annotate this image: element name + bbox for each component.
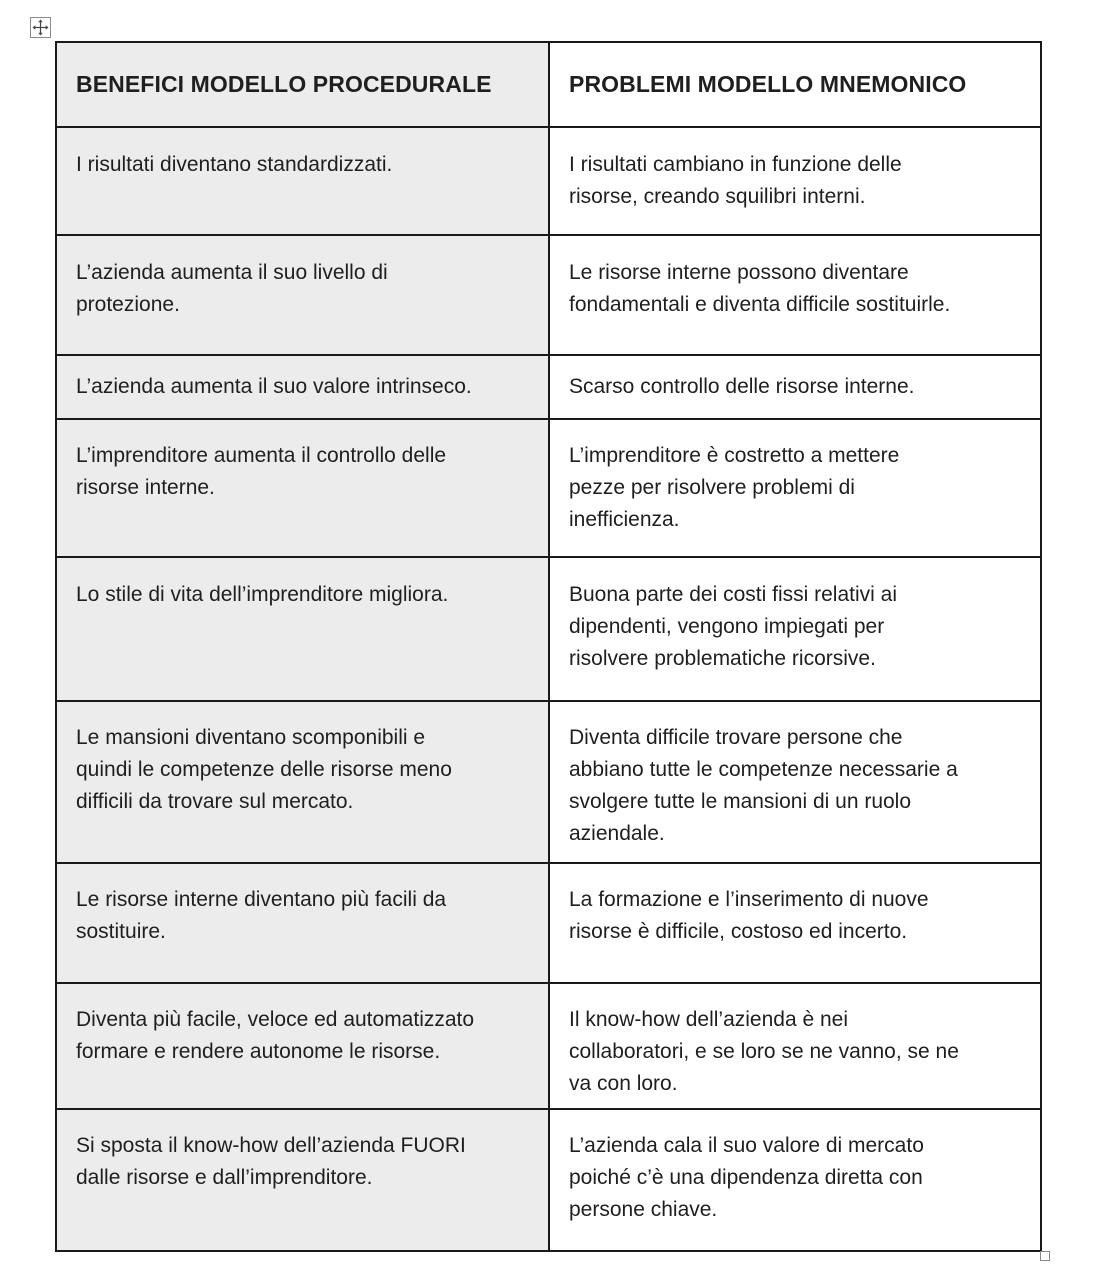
cell-text-line: dipendenti, vengono impiegati per (569, 615, 885, 638)
cell-text-line: collaboratori, e se loro se ne vanno, se ne (569, 1040, 959, 1063)
table-resize-handle[interactable] (1040, 1251, 1050, 1261)
cell-text-line: L’azienda aumenta il suo livello di (76, 261, 388, 284)
problem-cell[interactable] (549, 557, 1041, 701)
benefit-cell[interactable] (56, 127, 549, 235)
problem-cell[interactable] (549, 127, 1041, 235)
table-row (56, 127, 1041, 235)
cell-text-line: I risultati cambiano in funzione delle (569, 153, 902, 176)
cell-text-line: sostituire. (76, 920, 166, 943)
table-row (56, 235, 1041, 355)
header-benefici[interactable]: BENEFICI MODELLO PROCEDURALE (56, 42, 549, 127)
header-row (56, 42, 1041, 127)
table-row (56, 1109, 1041, 1251)
problem-cell[interactable] (549, 863, 1041, 983)
header-problemi[interactable]: PROBLEMI MODELLO MNEMONICO (549, 42, 1041, 127)
cell-text-line: risolvere problematiche ricorsive. (569, 647, 876, 670)
cell-text-line: va con loro. (569, 1072, 678, 1095)
table-move-handle[interactable] (30, 17, 51, 38)
benefit-cell[interactable] (56, 701, 549, 863)
cell-text-line: Diventa difficile trovare persone che (569, 726, 903, 749)
table-row (56, 701, 1041, 863)
cell-text-line: Le risorse interne diventano più facili da (76, 888, 447, 911)
table-row (56, 983, 1041, 1109)
benefit-cell[interactable] (56, 557, 549, 701)
benefit-cell[interactable] (56, 983, 549, 1109)
cell-text-line: pezze per risolvere problemi di (569, 476, 855, 499)
cell-text-line: Buona parte dei costi fissi relativi ai (569, 583, 897, 606)
cell-text-line: Le mansioni diventano scomponibili e (76, 726, 426, 749)
cell-text-line: risorse è difficile, costoso ed incerto. (569, 920, 908, 943)
cell-text-line: Il know-how dell’azienda è nei (569, 1008, 848, 1031)
cell-text-line: inefficienza. (569, 508, 680, 531)
cell-text-line: Scarso controllo delle risorse interne. (569, 375, 915, 398)
problem-cell[interactable] (549, 355, 1041, 419)
cell-text-line: Le risorse interne possono diventare (569, 261, 909, 284)
comparison-table (55, 41, 1042, 1252)
cell-text-line: Lo stile di vita dell’imprenditore migliora. (76, 583, 449, 606)
cell-text-line: persone chiave. (569, 1198, 718, 1221)
problem-cell[interactable] (549, 1109, 1041, 1251)
cell-text-line: formare e rendere autonome le risorse. (76, 1040, 441, 1063)
cell-text-line: L’imprenditore aumenta il controllo delle (76, 444, 447, 467)
cell-text-line: fondamentali e diventa difficile sostituirle. (569, 293, 951, 316)
cell-text-line: quindi le competenze delle risorse meno (76, 758, 452, 781)
cell-text-line: risorse, creando squilibri interni. (569, 185, 866, 208)
cell-text-line: risorse interne. (76, 476, 215, 499)
cell-text-line: poiché c’è una dipendenza diretta con (569, 1166, 923, 1189)
benefit-cell[interactable] (56, 1109, 549, 1251)
table-row (56, 557, 1041, 701)
benefit-cell[interactable] (56, 355, 549, 419)
cell-text-line: dalle risorse e dall’imprenditore. (76, 1166, 373, 1189)
cell-text-line: I risultati diventano standardizzati. (76, 153, 393, 176)
benefit-cell[interactable] (56, 863, 549, 983)
benefit-cell[interactable] (56, 419, 549, 557)
cell-text-line: La formazione e l’inserimento di nuove (569, 888, 929, 911)
cell-text-line: difficili da trovare sul mercato. (76, 790, 354, 813)
table-row (56, 419, 1041, 557)
problem-cell[interactable] (549, 701, 1041, 863)
table-row (56, 355, 1041, 419)
cell-text-line: svolgere tutte le mansioni di un ruolo (569, 790, 912, 813)
move-arrows-icon (31, 18, 50, 37)
problem-cell[interactable] (549, 235, 1041, 355)
problem-cell[interactable] (549, 983, 1041, 1109)
benefit-cell[interactable] (56, 235, 549, 355)
cell-text-line: abbiano tutte le competenze necessarie a (569, 758, 958, 781)
cell-text-line: Diventa più facile, veloce ed automatizzato (76, 1008, 475, 1031)
problem-cell[interactable] (549, 419, 1041, 557)
table-row (56, 863, 1041, 983)
cell-text-line: L’azienda cala il suo valore di mercato (569, 1134, 924, 1157)
cell-text-line: L’azienda aumenta il suo valore intrinseco. (76, 375, 472, 398)
cell-text-line: Si sposta il know-how dell’azienda FUORI (76, 1134, 466, 1157)
cell-text-line: aziendale. (569, 822, 665, 845)
cell-text-line: L’imprenditore è costretto a mettere (569, 444, 900, 467)
cell-text-line: protezione. (76, 293, 180, 316)
